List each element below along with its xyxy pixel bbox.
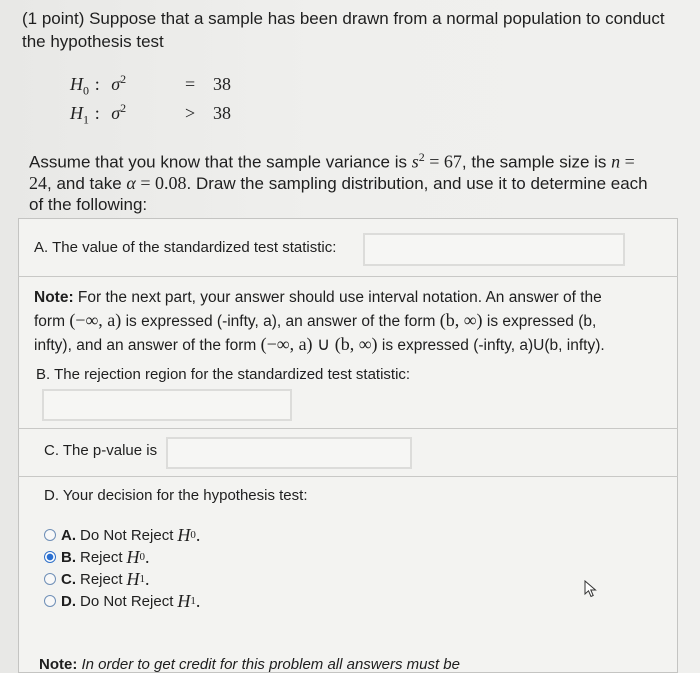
radio-button-selected[interactable] xyxy=(44,551,56,563)
footer-note xyxy=(39,656,460,673)
choice-sub: 1 xyxy=(190,595,196,607)
assumption-text xyxy=(29,147,654,215)
assumption-part2: , the sample size is xyxy=(461,152,612,172)
problem-intro: (1 point) Suppose that a sample has been drawn from a normal population to conduct the hypothesis test xyxy=(22,9,665,51)
question-b-label: B. The rejection region for the standardized test statistic: xyxy=(36,366,411,383)
radio-button[interactable] xyxy=(44,529,56,541)
note-text-2: is expressed (-infty, a), an answer of the form xyxy=(121,313,440,330)
divider xyxy=(18,276,678,277)
note-form-3: (−∞, a) ∪ (b, ∞) xyxy=(260,334,378,354)
sample-variance-symbol: s xyxy=(411,151,419,172)
choice-text: Reject xyxy=(80,548,123,566)
null-hyp-sub: 0 xyxy=(83,83,89,98)
test-statistic-input[interactable] xyxy=(363,233,625,266)
sample-size-symbol: n xyxy=(611,151,621,172)
null-hyp-sup: 2 xyxy=(120,72,127,86)
null-hyp-symbol: H xyxy=(70,74,83,94)
sample-variance-sup: 2 xyxy=(418,150,425,164)
note-form-2: (b, ∞) xyxy=(439,310,483,330)
mouse-pointer-icon xyxy=(584,580,598,598)
p-value-input[interactable] xyxy=(166,437,412,469)
assumption-part3: , and take xyxy=(47,173,127,193)
note-text-1: For the next part, your answer should use interval notation. An answer of the form xyxy=(34,289,602,330)
assumption-part1: Assume that you know that the sample variance is xyxy=(29,152,412,172)
footer-text: In order to get credit for this problem all answers must be xyxy=(77,656,460,673)
choice-d[interactable]: D. Do Not Reject H 1 . xyxy=(44,590,200,612)
choice-letter: D. xyxy=(61,592,76,610)
interval-notation-note xyxy=(34,287,634,357)
decision-choices xyxy=(44,524,200,612)
choice-letter: C. xyxy=(61,570,76,588)
alt-hyp-sub: 1 xyxy=(83,112,89,127)
footer-label: Note: xyxy=(39,656,78,673)
alt-hyp-symbol: H xyxy=(70,103,83,123)
alpha-symbol: α xyxy=(126,172,136,193)
choice-letter: B. xyxy=(61,548,76,566)
choice-var: H xyxy=(177,524,191,545)
alpha-value: = 0.08 xyxy=(135,172,187,193)
question-d-label: D. Your decision for the hypothesis test: xyxy=(44,487,308,504)
choice-text: Do Not Reject xyxy=(80,592,174,610)
assumption-part4: . Draw the sampling distribution, and use it to determine each of the following: xyxy=(29,173,648,214)
alt-hyp-colon: : xyxy=(94,103,100,123)
note-text-4: is expressed (-infty, a)U(b, infty). xyxy=(377,337,605,354)
note-label: Note: xyxy=(34,289,74,306)
alt-hyp-value: 38 xyxy=(213,103,231,123)
question-c-label: C. The p-value is xyxy=(44,442,158,459)
choice-text: Reject xyxy=(80,570,123,588)
alt-hyp-op: > xyxy=(185,103,196,123)
choice-var: H xyxy=(126,568,140,589)
choice-sub: 0 xyxy=(139,551,146,563)
null-hyp-colon: : xyxy=(94,74,100,94)
null-hyp-op: = xyxy=(185,74,196,94)
radio-button[interactable] xyxy=(44,595,56,607)
choice-c[interactable]: C. Reject H 1 . xyxy=(44,568,200,590)
null-hyp-value: 38 xyxy=(213,74,231,94)
question-a-label: A. The value of the standardized test statistic: xyxy=(34,239,337,256)
divider xyxy=(18,476,678,477)
note-form-1: (−∞, a) xyxy=(69,310,122,330)
choice-var: H xyxy=(177,590,191,611)
choice-sub: 1 xyxy=(139,573,146,585)
alt-hyp-sup: 2 xyxy=(120,101,127,115)
choice-text: Do Not Reject xyxy=(80,526,174,544)
choice-b[interactable]: B. Reject H 0 . xyxy=(44,546,200,568)
note-text-3: is expressed (b, infty), and an answer of the form xyxy=(34,313,597,354)
alt-hyp-param: σ xyxy=(111,103,121,123)
alternative-hypothesis xyxy=(70,97,231,131)
sample-variance-value: = 67 xyxy=(424,151,462,172)
rejection-region-input[interactable] xyxy=(42,389,292,421)
divider xyxy=(18,428,678,429)
sample-size-value: = 24 xyxy=(29,151,635,193)
choice-a[interactable]: A. Do Not Reject H 0 . xyxy=(44,524,200,546)
null-hyp-param: σ xyxy=(111,74,121,94)
choice-var: H xyxy=(126,546,140,567)
choice-sub: 0 xyxy=(190,529,196,541)
radio-button[interactable] xyxy=(44,573,56,585)
choice-letter: A. xyxy=(61,526,76,544)
